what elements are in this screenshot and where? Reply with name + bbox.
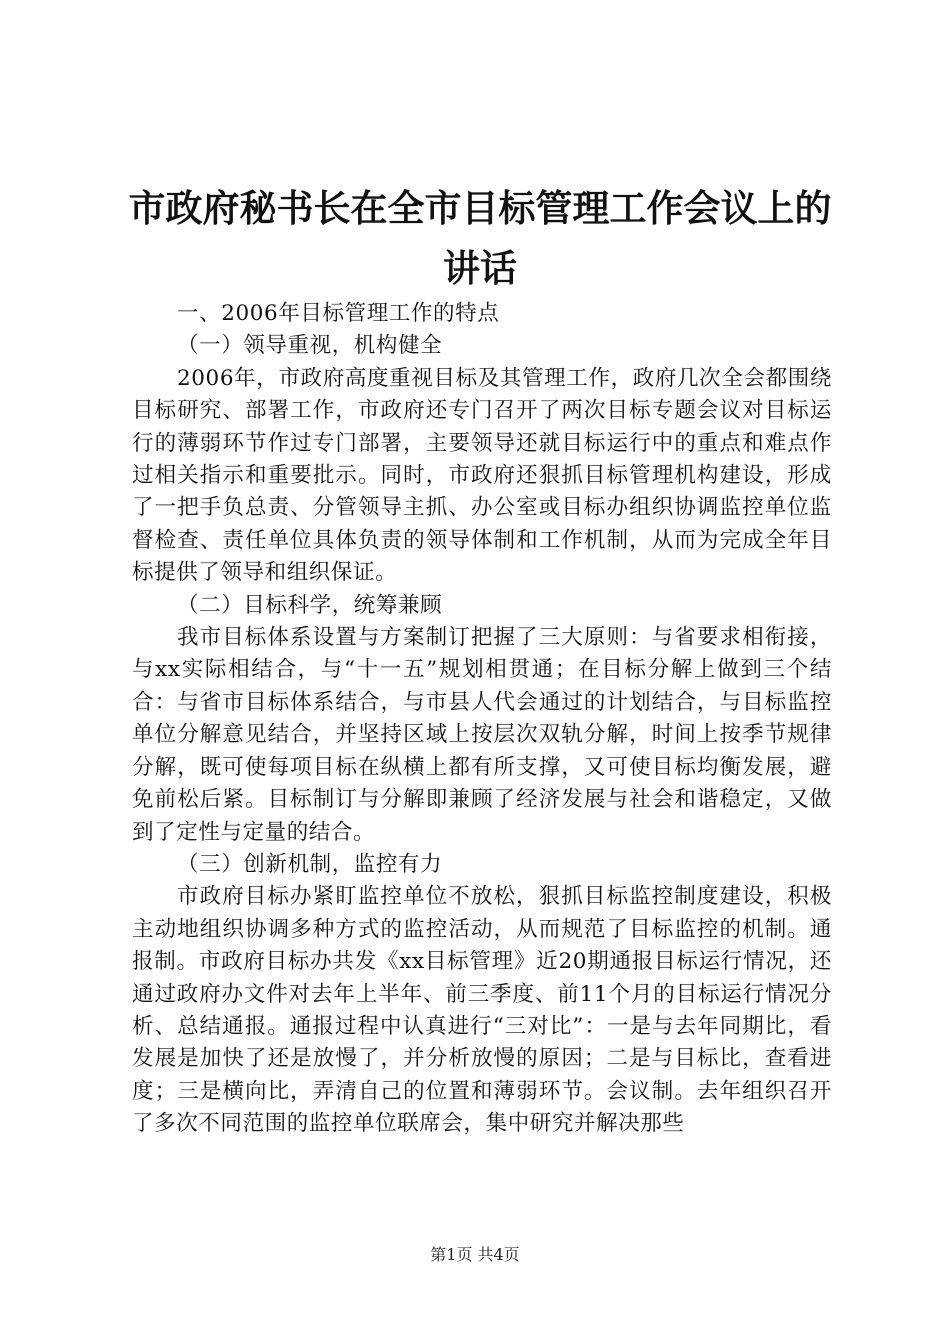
paragraph-2: 我市目标体系设置与方案制订把握了三大原则：与省要求相衔接，与xx实际相结合，与“十一五”规划相贯通；在目标分解上做到三个结合：与省市目标体系结合，与市县人代会通过的计划结合，与目标监控单位分解意见结合，并坚持区域上按层次双轨分解，时间上按季节规律分解，既可使每项目标在纵横上都有所支撑，又可使目标均衡发展，避免前松后紧。目标制订与分解即兼顾了经济发展与社会和谐稳定，又做到了定性与定量的结合。 (132, 625, 832, 845)
subsection-heading-1: （一）领导重视，机构健全 (177, 333, 443, 359)
section-heading-1: 一、2006年目标管理工作的特点 (177, 301, 500, 326)
document-title: 市政府秘书长在全市目标管理工作会议上的讲话 (128, 186, 832, 290)
page-footer: 第1页 共4页 (430, 1245, 520, 1264)
subsection-heading-3: （三）创新机制，监控有力 (177, 851, 443, 877)
subsection-heading-2: （二）目标科学，统筹兼顾 (177, 592, 443, 618)
paragraph-3: 市政府目标办紧盯监控单位不放松，狠抓目标监控制度建设，积极主动地组织协调多种方式的监控活动，从而规范了目标监控的机制。通报制。市政府目标办共发《xx目标管理》近20期通报目标运行情况，还通过政府办文件对去年上半年、前三季度、前11个月的目标运行情况分析、总结通报。通报过程中认真进行“三对比”：一是与去年同期比，看发展是加快了还是放慢了，并分析放慢的原因；二是与目标比，查看进度；三是横向比，弄清自己的位置和薄弱环节。会议制。去年组织召开了多次不同范围的监控单位联席会，集中研究并解决那些 (132, 884, 832, 1137)
document-body (132, 298, 832, 1141)
paragraph-1: 2006年，市政府高度重视目标及其管理工作，政府几次全会都围绕目标研究、部署工作，市政府还专门召开了两次目标专题会议对目标运行的薄弱环节作过专门部署，主要领导还就目标运行中的重点和难点作过相关指示和重要批示。同时，市政府还狠抓目标管理机构建设，形成了一把手负总责、分管领导主抓、办公室或目标办组织协调监控单位监督检查、责任单位具体负责的领导体制和工作机制，从而为完成全年目标提供了领导和组织保证。 (132, 365, 832, 586)
